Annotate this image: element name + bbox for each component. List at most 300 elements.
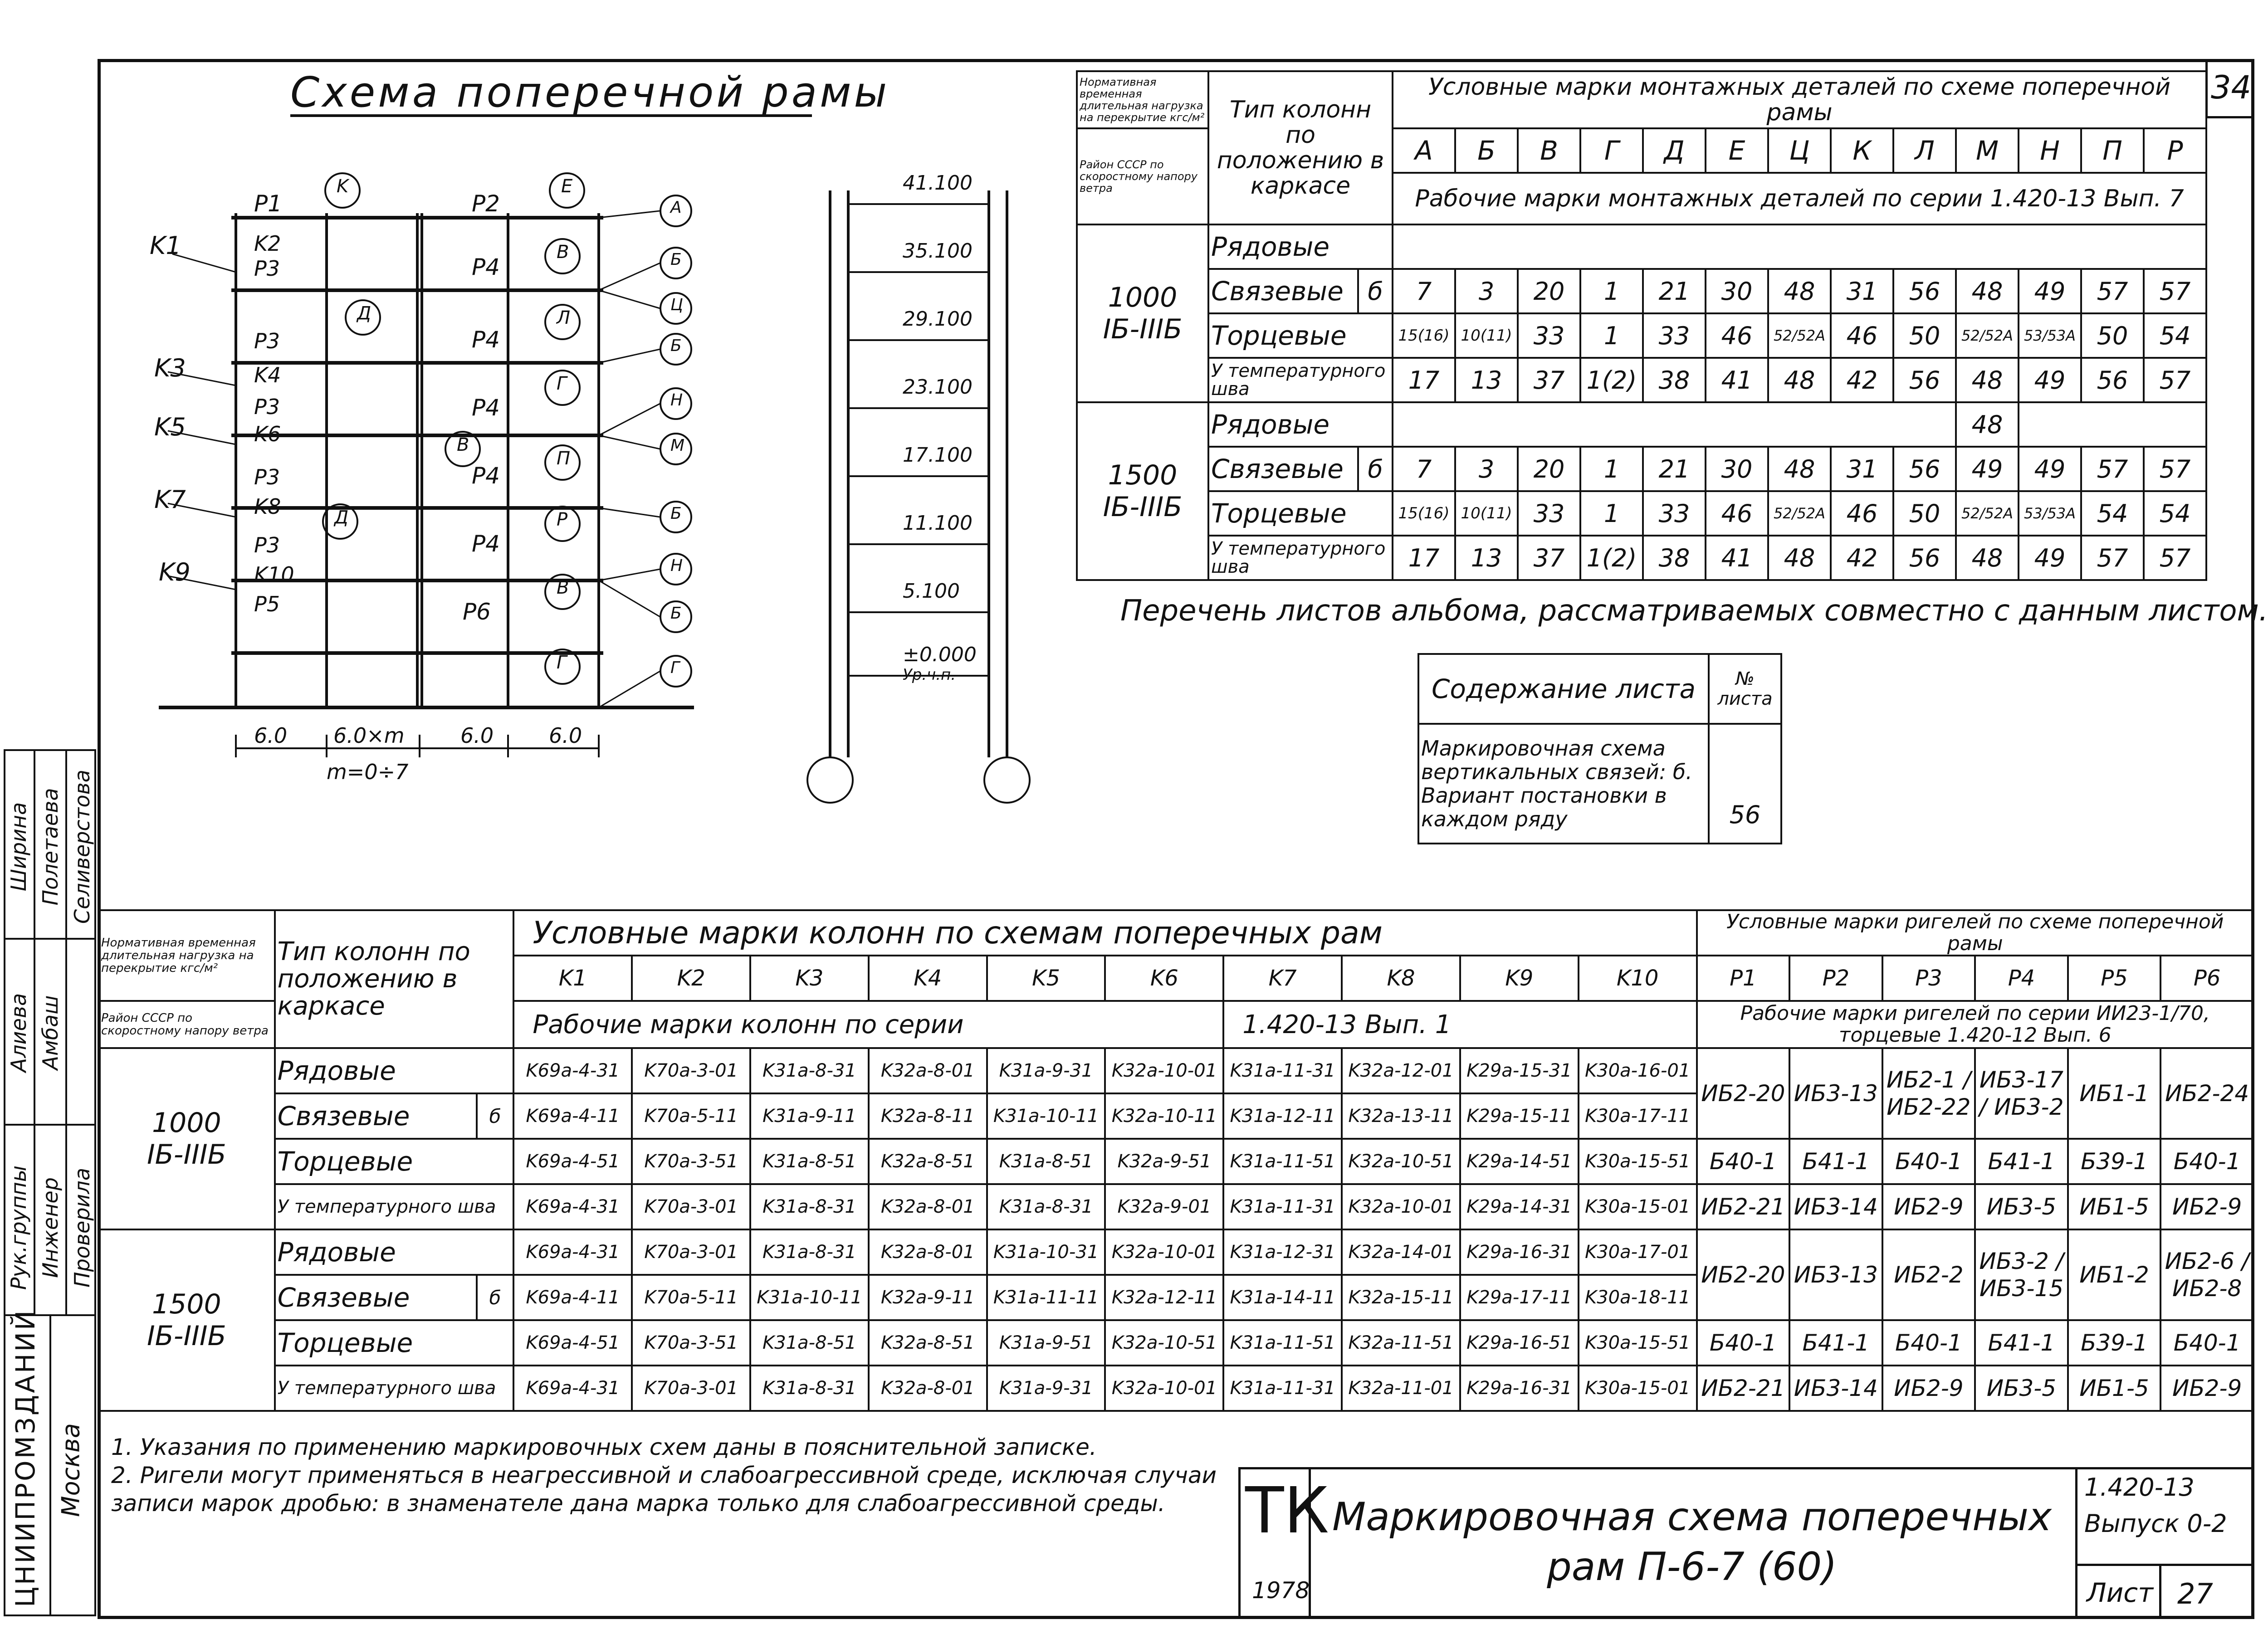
stamp-name: Полетаева <box>38 788 63 906</box>
column-mark: K30a-17-01 <box>1579 1229 1697 1275</box>
column-mark: K70a-5-11 <box>632 1093 750 1139</box>
table-cell: 52/52А <box>1768 491 1831 536</box>
letter-cell: М <box>1956 128 2019 173</box>
rigel-mark: ИБ2-20 <box>1697 1048 1790 1139</box>
column-mark: K31a-8-31 <box>750 1229 869 1275</box>
sheet-label: Лист <box>2087 1577 2153 1608</box>
table-cell: 3 <box>1455 269 1518 313</box>
rigel-mark: Б41-1 <box>1789 1320 1882 1366</box>
table-cell: 56 <box>1893 269 1956 313</box>
table-cell: 49 <box>2019 358 2081 402</box>
table-cell: 42 <box>1831 536 1893 580</box>
dimension-label: 6.0 <box>549 723 582 748</box>
column-mark: K30a-15-51 <box>1579 1320 1697 1366</box>
column-mark: K31a-11-51 <box>1223 1320 1342 1366</box>
rigel-mark: Б40-1 <box>1882 1320 1975 1366</box>
row-type: Связевые <box>1208 447 1358 491</box>
approval-stamp <box>3 748 98 1619</box>
column-mark: K29a-15-31 <box>1460 1048 1579 1093</box>
m-range-label: m=0÷7 <box>327 760 409 784</box>
table-cell: 48 <box>1768 358 1831 402</box>
header-conditional-marks: Условные марки монтажных деталей по схеме поперечной рамы <box>1393 71 2206 128</box>
circle-label: Е <box>561 176 573 197</box>
table-cell: 41 <box>1706 536 1768 580</box>
column-mark: K32a-12-11 <box>1105 1275 1223 1320</box>
rigel-mark: ИБ3-2 / ИБ3-15 <box>1975 1229 2068 1320</box>
empty-cell <box>1393 402 1956 447</box>
column-mark: K32a-11-51 <box>1342 1320 1460 1366</box>
group-load: 1500 <box>152 1288 221 1320</box>
elevation-label: 29.100 <box>903 307 973 331</box>
header-load: Нормативная временная длительная нагрузка на перекрытие кгс/м² <box>98 910 275 1001</box>
column-mark: K31a-8-31 <box>750 1184 869 1229</box>
column-mark: K31a-10-11 <box>750 1275 869 1320</box>
circle-label: Д <box>334 507 349 528</box>
column-mark: K32a-8-11 <box>869 1093 987 1139</box>
scheme-title: Схема поперечной рамы <box>290 68 890 117</box>
letter-cell: Б <box>1455 128 1518 173</box>
circle-label: Г <box>557 373 567 394</box>
stamp-name: Ширина <box>6 802 31 892</box>
row-type: Торцевые <box>275 1139 514 1184</box>
table-cell: 57 <box>2144 447 2206 491</box>
column-mark: K31a-10-31 <box>987 1229 1105 1275</box>
header-type: Тип колонн по положению в каркасе <box>1208 71 1393 224</box>
label-K8: K8 <box>254 494 281 519</box>
table-cell: 57 <box>2144 269 2206 313</box>
rigel-letter: P4 <box>1975 956 2068 1001</box>
table-cell: 31 <box>1831 447 1893 491</box>
column-mark: K31a-8-51 <box>750 1139 869 1184</box>
column-mark: K31a-11-51 <box>1223 1139 1342 1184</box>
column-mark: K70a-3-01 <box>632 1229 750 1275</box>
row-type: У температурного шва <box>275 1366 514 1411</box>
notes <box>111 1433 1227 1517</box>
elevation-note: Ур.ч.п. <box>903 666 956 684</box>
elevation-label: 35.100 <box>903 239 973 263</box>
label-K5: K5 <box>154 413 186 441</box>
label-K10: K10 <box>254 562 294 587</box>
label-P3: P3 <box>254 395 280 419</box>
table-cell: 49 <box>2019 447 2081 491</box>
circle-label: Д <box>357 303 371 324</box>
rigel-mark: Б40-1 <box>2160 1139 2253 1184</box>
circle-label: K <box>337 176 349 197</box>
letter-cell: В <box>1518 128 1580 173</box>
table-cell: 1 <box>1580 313 1643 358</box>
column-mark: K29a-16-31 <box>1460 1366 1579 1411</box>
rigel-mark: ИБ2-6 / ИБ2-8 <box>2160 1229 2253 1320</box>
column-mark: K31a-12-11 <box>1223 1093 1342 1139</box>
rigel-mark: ИБ2-20 <box>1697 1229 1790 1320</box>
rigel-mark: Б41-1 <box>1789 1139 1882 1184</box>
table-cell: 52/52А <box>1956 491 2019 536</box>
tk-logo: ТК <box>1245 1474 1329 1548</box>
column-mark: K31a-14-11 <box>1223 1275 1342 1320</box>
column-mark: K70a-5-11 <box>632 1275 750 1320</box>
row-type: Связевые <box>275 1275 477 1320</box>
column-mark: K32a-8-51 <box>869 1320 987 1366</box>
table-cell: 48 <box>1956 269 2019 313</box>
column-mark: K70a-3-51 <box>632 1139 750 1184</box>
rigel-mark: Б41-1 <box>1975 1139 2068 1184</box>
rigel-mark: ИБ2-9 <box>2160 1184 2253 1229</box>
empty-cell <box>2019 402 2206 447</box>
column-mark: K31a-9-31 <box>987 1366 1105 1411</box>
rigel-mark: ИБ3-5 <box>1975 1184 2068 1229</box>
rigel-mark: ИБ2-21 <box>1697 1366 1790 1411</box>
column-mark: K31a-8-31 <box>987 1184 1105 1229</box>
label-K4: K4 <box>254 363 281 387</box>
row-type: Рядовые <box>1208 224 1393 269</box>
stamp-role: Проверила <box>70 1167 94 1288</box>
contents-num-header: № листа <box>1709 654 1781 724</box>
column-mark: K32a-14-01 <box>1342 1229 1460 1275</box>
table-cell: 15(16) <box>1393 313 1455 358</box>
column-mark: K69a-4-31 <box>513 1366 632 1411</box>
rigel-mark: Б40-1 <box>1697 1139 1790 1184</box>
rigel-mark: ИБ1-5 <box>2068 1366 2161 1411</box>
column-mark: K32a-10-01 <box>1105 1366 1223 1411</box>
dimension-label: 6.0 <box>254 723 288 748</box>
letter-cell: Н <box>2019 128 2081 173</box>
stamp-sign: Амбаш <box>38 995 63 1070</box>
column-mark: K32a-15-11 <box>1342 1275 1460 1320</box>
group-load-region <box>98 1229 275 1411</box>
label-P3: P3 <box>254 533 280 557</box>
circle-label: М <box>670 436 685 455</box>
row-b: б <box>477 1275 514 1320</box>
stamp-org: ЦНИИПРОМЗДАНИЙ <box>10 1308 41 1607</box>
column-mark: K32a-10-51 <box>1342 1139 1460 1184</box>
rigel-mark: Б40-1 <box>1882 1139 1975 1184</box>
table-cell: 57 <box>2081 447 2144 491</box>
table-cell: 1(2) <box>1580 536 1643 580</box>
letter-cell: А <box>1393 128 1455 173</box>
table-cell: 54 <box>2081 491 2144 536</box>
rigel-mark: ИБ1-2 <box>2068 1229 2161 1320</box>
label-K1: K1 <box>150 231 181 260</box>
row-b: б <box>1358 447 1393 491</box>
column-mark: K32a-9-11 <box>869 1275 987 1320</box>
table-cell: 57 <box>2081 536 2144 580</box>
row-type: Рядовые <box>275 1229 514 1275</box>
table-cell: 48 <box>1956 358 2019 402</box>
column-mark: K30a-15-01 <box>1579 1184 1697 1229</box>
rigel-mark: ИБ1-5 <box>2068 1184 2161 1229</box>
column-mark: K32a-9-51 <box>1105 1139 1223 1184</box>
group-load-region <box>1077 224 1208 402</box>
header-work-rigels: Рабочие марки ригелей по серии ИИ23-1/70, торцевые 1.420-12 Вып. 6 <box>1697 1001 2253 1048</box>
table-cell: 50 <box>2081 313 2144 358</box>
table-cell: 33 <box>1518 491 1580 536</box>
row-type: Связевые <box>1208 269 1358 313</box>
table-cell: 37 <box>1518 536 1580 580</box>
row-type: Рядовые <box>275 1048 514 1093</box>
column-mark: K32a-10-01 <box>1105 1229 1223 1275</box>
details-marks-table <box>1076 70 2207 581</box>
contents-header: Содержание листа <box>1418 654 1709 724</box>
label-P2: P2 <box>472 190 500 217</box>
header-load: Нормативная временная длительная нагрузка на перекрытие кгс/м² <box>1077 71 1208 128</box>
column-mark: K30a-18-11 <box>1579 1275 1697 1320</box>
rigel-mark: Б39-1 <box>2068 1320 2161 1366</box>
stamp-role: Рук.группы <box>6 1165 31 1290</box>
column-mark: K70a-3-01 <box>632 1184 750 1229</box>
table-cell: 48 <box>1768 269 1831 313</box>
stamp-name: Селиверстова <box>70 770 94 924</box>
label-P6: P6 <box>463 599 491 625</box>
circle-label: Б <box>670 250 682 269</box>
contents-entry: Маркировочная схема вертикальных связей: б. Вариант постановки в каждом ряду <box>1418 724 1709 844</box>
circle-label: Б <box>670 604 682 623</box>
column-mark: K31a-11-31 <box>1223 1048 1342 1093</box>
table-cell: 1 <box>1580 491 1643 536</box>
column-letter: K8 <box>1342 956 1460 1001</box>
table-cell: 48 <box>1768 536 1831 580</box>
label-P4: P4 <box>472 327 500 353</box>
letter-cell: П <box>2081 128 2144 173</box>
column-mark: K31a-12-31 <box>1223 1229 1342 1275</box>
column-mark: K31a-8-31 <box>750 1048 869 1093</box>
letter-cell: Е <box>1706 128 1768 173</box>
circle-label: Б <box>670 337 682 355</box>
table-cell: 17 <box>1393 358 1455 402</box>
column-mark: K69a-4-51 <box>513 1139 632 1184</box>
table-cell: 37 <box>1518 358 1580 402</box>
column-letter: K1 <box>513 956 632 1001</box>
table-cell: 56 <box>2081 358 2144 402</box>
column-mark: K31a-11-11 <box>987 1275 1105 1320</box>
rigel-mark: ИБ2-24 <box>2160 1048 2253 1139</box>
header-column-marks: Условные марки колонн по схемам поперечных рам <box>513 910 1696 956</box>
table-cell: 46 <box>1831 313 1893 358</box>
empty-row <box>1393 224 2206 269</box>
column-letter: K9 <box>1460 956 1579 1001</box>
columns-marks-table <box>98 909 2254 1412</box>
group-load: 1000 <box>1108 282 1178 313</box>
table-cell: 52/52А <box>1768 313 1831 358</box>
row-type: Торцевые <box>1208 491 1393 536</box>
table-cell: 49 <box>1956 447 2019 491</box>
circle-label: Б <box>670 504 682 523</box>
sheet-page-number: 27 <box>2177 1577 2213 1610</box>
column-mark: K30a-15-01 <box>1579 1366 1697 1411</box>
label-K9: K9 <box>159 558 191 586</box>
column-mark: K32a-8-01 <box>869 1184 987 1229</box>
label-P5: P5 <box>254 592 280 616</box>
rigel-mark: ИБ2-9 <box>1882 1184 1975 1229</box>
table-cell: 30 <box>1706 269 1768 313</box>
table-cell: 13 <box>1455 358 1518 402</box>
label-P4: P4 <box>472 395 500 421</box>
column-mark: K29a-14-51 <box>1460 1139 1579 1184</box>
column-mark: K32a-8-01 <box>869 1229 987 1275</box>
rigel-mark: ИБ2-9 <box>1882 1366 1975 1411</box>
table-cell: 48 <box>1956 536 2019 580</box>
column-mark: K69a-4-51 <box>513 1320 632 1366</box>
label-P1: P1 <box>254 190 282 217</box>
table-cell: 57 <box>2144 358 2206 402</box>
column-letter: K10 <box>1579 956 1697 1001</box>
rigel-mark: ИБ3-13 <box>1789 1229 1882 1320</box>
column-mark: K69a-4-31 <box>513 1229 632 1275</box>
rigel-mark: ИБ3-14 <box>1789 1366 1882 1411</box>
rigel-mark: ИБ3-13 <box>1789 1048 1882 1139</box>
rigel-mark: ИБ2-21 <box>1697 1184 1790 1229</box>
table-cell: 21 <box>1643 269 1706 313</box>
table-cell: 50 <box>1893 491 1956 536</box>
column-mark: K31a-8-31 <box>750 1366 869 1411</box>
stamp-role: Инженер <box>38 1177 63 1278</box>
column-mark: K29a-17-11 <box>1460 1275 1579 1320</box>
row-b: б <box>477 1093 514 1139</box>
rigel-letter: P2 <box>1789 956 1882 1001</box>
column-mark: K32a-10-01 <box>1342 1184 1460 1229</box>
letter-cell: Р <box>2144 128 2206 173</box>
column-mark: K31a-11-31 <box>1223 1366 1342 1411</box>
circle-label: Н <box>670 391 683 410</box>
dimension-label: 6.0 <box>460 723 494 748</box>
column-mark: K32a-8-01 <box>869 1366 987 1411</box>
row-type: У температурного шва <box>275 1184 514 1229</box>
table-cell: 54 <box>2144 313 2206 358</box>
table-cell: 56 <box>1893 447 1956 491</box>
header-work-series: 1.420-13 Вып. 1 <box>1223 1001 1696 1048</box>
column-mark: K31a-9-31 <box>987 1048 1105 1093</box>
stamp-city: Москва <box>56 1423 85 1517</box>
circle-label: А <box>670 198 682 217</box>
column-mark: K30a-16-01 <box>1579 1048 1697 1093</box>
table-cell: 7 <box>1393 447 1455 491</box>
sheet-number: 34 <box>2205 60 2254 118</box>
title-block-divider <box>2075 1564 2254 1566</box>
column-mark: K70a-3-51 <box>632 1320 750 1366</box>
circle-label: Г <box>670 658 680 677</box>
table-cell: 30 <box>1706 447 1768 491</box>
rigel-mark: ИБ2-1 / ИБ2-22 <box>1882 1048 1975 1139</box>
table-cell: 13 <box>1455 536 1518 580</box>
column-mark: K69a-4-11 <box>513 1093 632 1139</box>
circle-label: Н <box>670 556 683 575</box>
circle-label: Г <box>557 652 567 673</box>
circle-label: Л <box>557 307 571 328</box>
elevation-label: 5.100 <box>903 580 960 603</box>
label-P3: P3 <box>254 465 280 489</box>
column-mark: K32a-10-11 <box>1105 1093 1223 1139</box>
column-mark: K29a-14-31 <box>1460 1184 1579 1229</box>
letter-cell: Г <box>1580 128 1643 173</box>
contents-entry-num: 56 <box>1709 724 1781 844</box>
column-mark: K32a-10-51 <box>1105 1320 1223 1366</box>
column-letter: K2 <box>632 956 750 1001</box>
table-cell: 42 <box>1831 358 1893 402</box>
dimension-label: 6.0×m <box>333 723 405 748</box>
table-cell: 10(11) <box>1455 491 1518 536</box>
related-sheets-caption: Перечень листов альбома, рассматриваемых совместно с данным листом. <box>1120 594 2268 628</box>
stamp-sign: Алиева <box>6 993 31 1073</box>
column-mark: K69a-4-31 <box>513 1184 632 1229</box>
table-cell: 3 <box>1455 447 1518 491</box>
rigel-letter: P5 <box>2068 956 2161 1001</box>
rigel-mark: Б41-1 <box>1975 1320 2068 1366</box>
table-cell: 57 <box>2144 536 2206 580</box>
elevation-label: 17.100 <box>903 444 973 467</box>
circle-label: Ц <box>670 296 683 314</box>
column-mark: K32a-13-11 <box>1342 1093 1460 1139</box>
table-cell: 48 <box>1768 447 1831 491</box>
title-year: 1978 <box>1252 1577 1310 1604</box>
table-cell: 38 <box>1643 358 1706 402</box>
column-mark: K32a-10-01 <box>1105 1048 1223 1093</box>
table-cell: 31 <box>1831 269 1893 313</box>
label-K3: K3 <box>154 354 186 382</box>
issue-number: Выпуск 0-2 <box>2084 1509 2227 1538</box>
row-type: Связевые <box>275 1093 477 1139</box>
label-P4: P4 <box>472 463 500 489</box>
row-type: Торцевые <box>275 1320 514 1366</box>
group-region: IБ-IIIБ <box>147 1139 226 1171</box>
column-mark: K30a-15-51 <box>1579 1139 1697 1184</box>
column-mark: K32a-11-01 <box>1342 1366 1460 1411</box>
label-P4: P4 <box>472 531 500 557</box>
column-mark: K32a-8-01 <box>869 1048 987 1093</box>
rigel-mark: Б40-1 <box>1697 1320 1790 1366</box>
table-cell: 7 <box>1393 269 1455 313</box>
table-cell: 48 <box>1956 402 2019 447</box>
table-cell: 53/53А <box>2019 491 2081 536</box>
table-cell: 1 <box>1580 447 1643 491</box>
column-mark: K31a-11-31 <box>1223 1184 1342 1229</box>
frame-scheme-drawing <box>104 150 753 807</box>
label-P3: P3 <box>254 329 280 353</box>
column-mark: K31a-9-51 <box>987 1320 1105 1366</box>
group-load-region <box>98 1048 275 1229</box>
circle-label: В <box>457 434 469 455</box>
column-mark: K31a-10-11 <box>987 1093 1105 1139</box>
column-mark: K29a-15-11 <box>1460 1093 1579 1139</box>
rigel-mark: ИБ2-9 <box>2160 1366 2253 1411</box>
column-mark: K30a-17-11 <box>1579 1093 1697 1139</box>
group-load-region <box>1077 402 1208 580</box>
table-cell: 1(2) <box>1580 358 1643 402</box>
table-cell: 46 <box>1706 491 1768 536</box>
column-mark: K69a-4-11 <box>513 1275 632 1320</box>
label-K6: K6 <box>254 422 281 446</box>
column-mark: K31a-8-51 <box>987 1139 1105 1184</box>
column-letter: K6 <box>1105 956 1223 1001</box>
rigel-mark: ИБ3-17 / ИБ3-2 <box>1975 1048 2068 1139</box>
elevation-label: ±0.000 <box>903 643 977 666</box>
contents-table <box>1418 653 1782 844</box>
rigel-mark: ИБ2-2 <box>1882 1229 1975 1320</box>
table-cell: 17 <box>1393 536 1455 580</box>
table-cell: 50 <box>1893 313 1956 358</box>
group-region: IБ-IIIБ <box>1103 313 1183 345</box>
letter-cell: К <box>1831 128 1893 173</box>
circle-label: В <box>557 577 569 598</box>
rigel-letter: P3 <box>1882 956 1975 1001</box>
row-type: У температурного шва <box>1208 358 1393 402</box>
circle-label: Р <box>557 509 568 530</box>
letter-cell: Л <box>1893 128 1956 173</box>
column-letter: K3 <box>750 956 869 1001</box>
label-K7: K7 <box>154 485 186 514</box>
table-cell: 57 <box>2081 269 2144 313</box>
table-cell: 54 <box>2144 491 2206 536</box>
table-cell: 41 <box>1706 358 1768 402</box>
column-mark: K31a-9-11 <box>750 1093 869 1139</box>
